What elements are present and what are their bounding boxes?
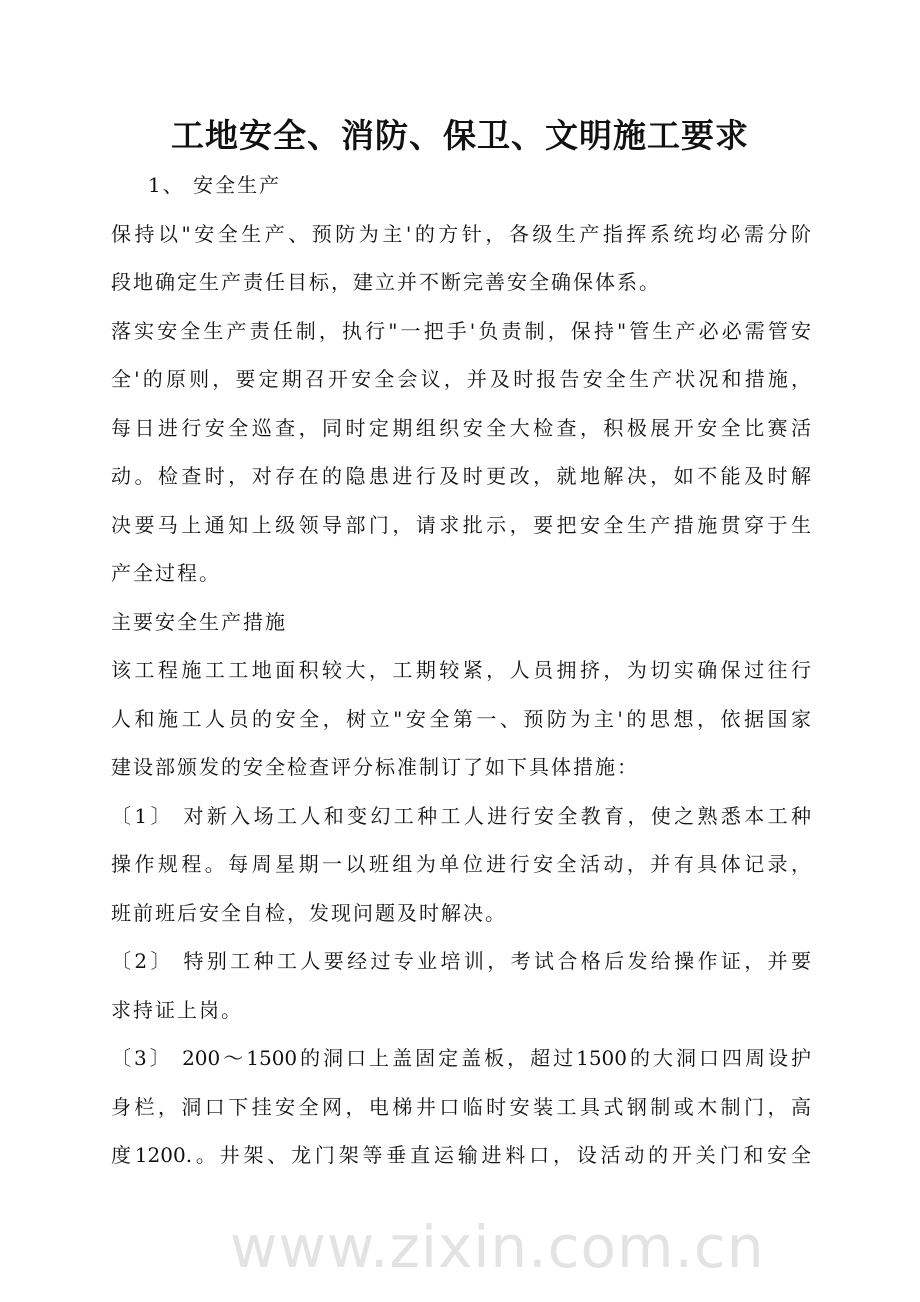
text-line: 主要安全生产措施 <box>111 609 287 634</box>
text-line: 落实安全生产责任制，执行"一把手'负责制，保持"管生产必必需管安 <box>111 318 811 343</box>
text-line: 求持证上岗。 <box>111 997 243 1022</box>
text-line: 该工程施工工地面积较大，工期较紧，人员拥挤，为切实确保过往行 <box>111 658 811 682</box>
watermark: www.zixin.com.cn <box>230 1213 765 1281</box>
text-line: 全'的原则，要定期召开安全会议，并及时报告安全生产状况和措施， <box>111 367 811 391</box>
text-line: 动。检查时，对存在的隐患进行及时更改，就地解决，如不能及时解 <box>111 464 811 488</box>
text-line: 操作规程。每周星期一以班组为单位进行安全活动，并有具体记录， <box>111 852 811 876</box>
text-line: 〔2〕 特别工种工人要经过专业培训，考试合格后发给操作证，并要 <box>111 949 811 973</box>
text-line: 身栏，洞口下挂安全网，电梯井口临时安装工具式钢制或木制门，高 <box>111 1094 811 1119</box>
text-line: 1、 安全生产 <box>148 173 282 197</box>
text-line: 决要马上通知上级领导部门，请求批示，要把安全生产措施贯穿于生 <box>111 512 811 537</box>
document-title: 工地安全、消防、保卫、文明施工要求 <box>171 116 749 155</box>
text-line: 〔3〕 200～1500的洞口上盖固定盖板，超过1500的大洞口四周设护 <box>111 1046 811 1070</box>
text-line: 人和施工人员的安全，树立"安全第一、预防为主'的思想，依据国家 <box>111 706 811 731</box>
text-line: 〔1〕 对新入场工人和变幻工种工人进行安全教育，使之熟悉本工种 <box>111 803 811 828</box>
text-line: 产全过程。 <box>111 561 221 585</box>
text-line: 班前班后安全自检，发现问题及时解决。 <box>111 900 507 925</box>
text-line: 每日进行安全巡查，同时定期组织安全大检查，积极展开安全比赛活 <box>111 415 811 440</box>
text-line: 保持以"安全生产、预防为主'的方针，各级生产指挥系统均必需分阶 <box>111 221 811 246</box>
text-line: 度1200.。井架、龙门架等垂直运输进料口，设活动的开关门和安全 <box>111 1143 811 1167</box>
document-body <box>111 161 811 1180</box>
text-line: 建设部颁发的安全检查评分标准制订了如下具体措施： <box>111 755 639 779</box>
text-line: 段地确定生产责任目标，建立并不断完善安全确保体系。 <box>111 270 661 294</box>
